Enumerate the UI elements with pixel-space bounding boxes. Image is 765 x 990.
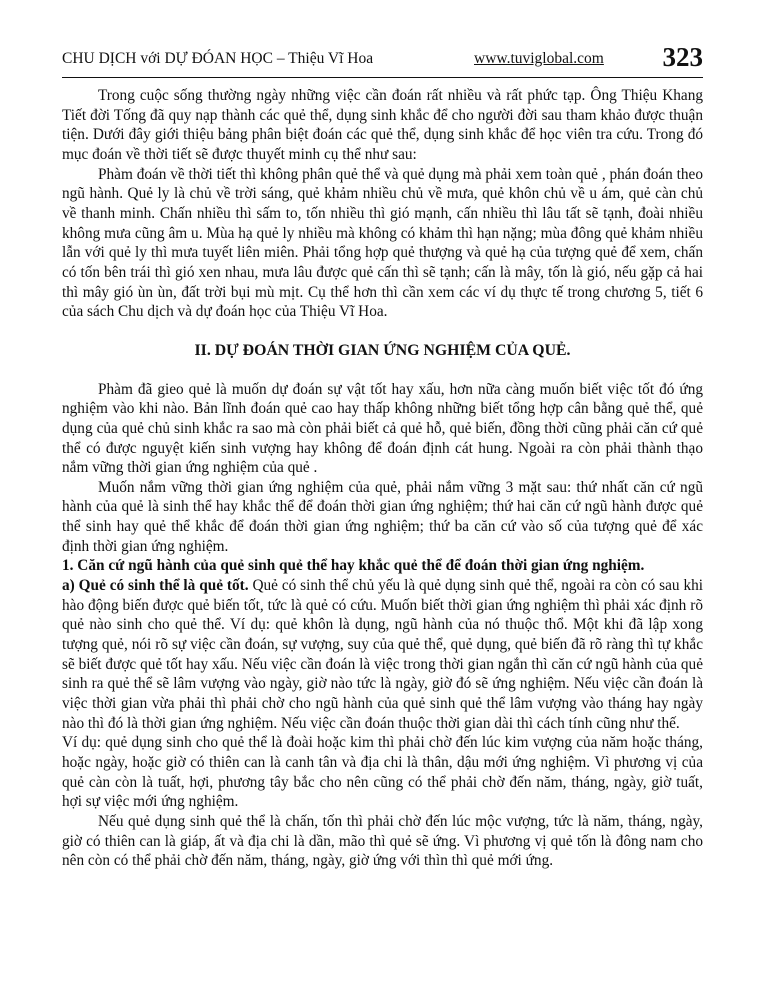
paragraph-weather: Phàm đoán về thời tiết thì không phân quẻ thể và quẻ dụng mà phải xem toàn quẻ , phán đoán theo ngũ hành. Quẻ ly là chủ về trời sáng, quẻ khảm nhiều chủ về mưa, quẻ khôn chủ về u ám, quẻ càn chủ về thanh minh. Chấn nhiều thì sấm to, tốn nhiều thì gió mạnh, cấn nhiều thì lâu tất sẽ tạnh, đoài nhiều không mưa cũng âm u. Mùa hạ quẻ ly nhiều mà không có khảm thì hạn nặng; mùa đông quẻ khảm nhiều lẫn với quẻ ly thì mưa tuyết liên miên. Phải tổng hợp quẻ thượng và quẻ hạ của tượng quẻ để xem, chấn có tốn bên trái thì gió xen nhau, mưa lâu được quẻ cấn thì sẽ tạnh; cấn là mây, tốn là gió, nếu gặp cả hai thì mây gió ùn ùn, đất trời bụi mù mịt. Cụ thể hơn thì cần xem các ví dụ thực tế trong chương 5, tiết 6 của sách Chu dịch và dự đoán học của Thiệu Vĩ Hoa. (62, 165, 703, 321)
paragraph-example-metal: Ví dụ: quẻ dụng sinh cho quẻ thể là đoài hoặc kim thì phải chờ đến lúc kim vượng của năm hoặc tháng, hoặc ngày, hoặc giờ có thiên can là canh tân và địa chi là thân, dậu mới ứng nghiệm. Vì phương vị của quẻ càn còn là tuất, hợi, phương tây bắc cho nên cũng có thể phải chờ đến năm, tháng, ngày, giờ tuất, hợi sự việc mới ứng nghiệm. (62, 734, 703, 811)
header-divider (62, 77, 703, 78)
paragraph-good-hexagram (62, 576, 703, 733)
paragraph-timing-intro: Phàm đã gieo quẻ là muốn dự đoán sự vật tốt hay xấu, hơn nữa càng muốn biết việc tốt đó ứng nghiệm vào khi nào. Bản lĩnh đoán quẻ cao hay thấp không những biết tổng hợp cân bằng quẻ thể, quẻ dụng của quẻ chủ sinh khắc ra sao mà còn phải biết cả quẻ hỗ, quẻ biến, đồng thời cũng phải căn cứ quẻ thể có được nguyệt kiến sinh vượng hay không để đoán định cát hung. Ngoài ra còn phải thành thạo nắm vững thời gian ứng nghiệm của quẻ . (62, 380, 703, 477)
paragraph-good-hexagram-text: Quẻ có sinh thể chủ yếu là quẻ dụng sinh quẻ thể, ngoài ra còn có sau khi hào động biến được quẻ biến tốt, tức là quẻ có cứu. Muốn biết thời gian ứng nghiệm thì phải xác định rõ quẻ nào sinh cho quẻ thể. Ví dụ: quẻ khôn là dụng, ngũ hành của nó thuộc thổ. Một khi đã lập xong tượng quẻ, nói rõ sự việc cần đoán, sự vượng, suy của quẻ thể, quẻ dụng, quẻ biến đã rõ ràng thì tự khắc sẽ biết được quẻ tốt hay xấu. Nếu việc cần đoán là việc trong thời gian ngắn thì căn cứ ngũ hành của quẻ sinh ra quẻ thể sẽ lâm vượng vào ngày, giờ nào tức là ngày, giờ đó sẽ ứng nghiệm. Nếu việc cần đoán là việc thời gian vừa phải thì phải chờ cho ngũ hành của quẻ sinh quẻ thể lâm vượng vào tháng hay ngày nào thì đó là thời gian ứng nghiệm. Nếu việc cần đoán thuộc thời gian dài thì cách tính cũng như thế. (62, 577, 703, 732)
subheading-1: 1. Căn cứ ngũ hành của quẻ sinh quẻ thể hay khắc quẻ thể để đoán thời gian ứng nghiệm. (62, 557, 645, 575)
subheading-a: a) Quẻ có sinh thể là quẻ tốt. (62, 577, 249, 595)
page-body (62, 86, 703, 871)
page-header (62, 44, 703, 78)
section-heading: II. DỰ ĐOÁN THỜI GIAN ỨNG NGHIỆM CỦA QUẺ. (194, 341, 571, 359)
paragraph-intro: Trong cuộc sống thường ngày những việc cần đoán rất nhiều và rất phức tạp. Ông Thiệu Khang Tiết đời Tống đã quy nạp thành các quẻ thể, dụng sinh khắc để cho người đời sau tham khảo được thuận tiện. Dưới đây giới thiệu bảng phân biệt đoán các quẻ thể, dụng sinh khắc để học viên tra cứu. Trong đó mục đoán về thời tiết sẽ được thuyết minh cụ thể như sau: (62, 87, 703, 163)
page-number: 323 (662, 42, 703, 72)
paragraph-example-wood: Nếu quẻ dụng sinh quẻ thể là chấn, tốn thì phải chờ đến lúc mộc vượng, tức là năm, tháng, ngày, giờ có thiên can là giáp, ất và địa chi là dần, mão thì quẻ sẽ ứng. Vì phương vị quẻ tốn là đông nam cho nên còn có thể phải chờ đến năm, tháng, ngày, giờ ứng với thìn thì quẻ mới ứng. (62, 812, 703, 870)
website-link[interactable]: www.tuviglobal.com (474, 50, 604, 67)
paragraph-three-aspects: Muốn nắm vững thời gian ứng nghiệm của quẻ, phải nắm vững 3 mặt sau: thứ nhất căn cứ ngũ hành của quẻ là sinh thể hay khắc thể để đoán thời gian ứng nghiệm; thứ hai căn cứ ngũ hành được quẻ thể sinh hay quẻ thể khắc để đoán thời gian ứng nghiệm; thứ ba căn cứ vào số của tượng quẻ để xác định thời gian ứng nghiệm. (62, 478, 703, 555)
book-title: CHU DỊCH với DỰ ĐÓAN HỌC – Thiệu Vĩ Hoa (62, 50, 374, 67)
